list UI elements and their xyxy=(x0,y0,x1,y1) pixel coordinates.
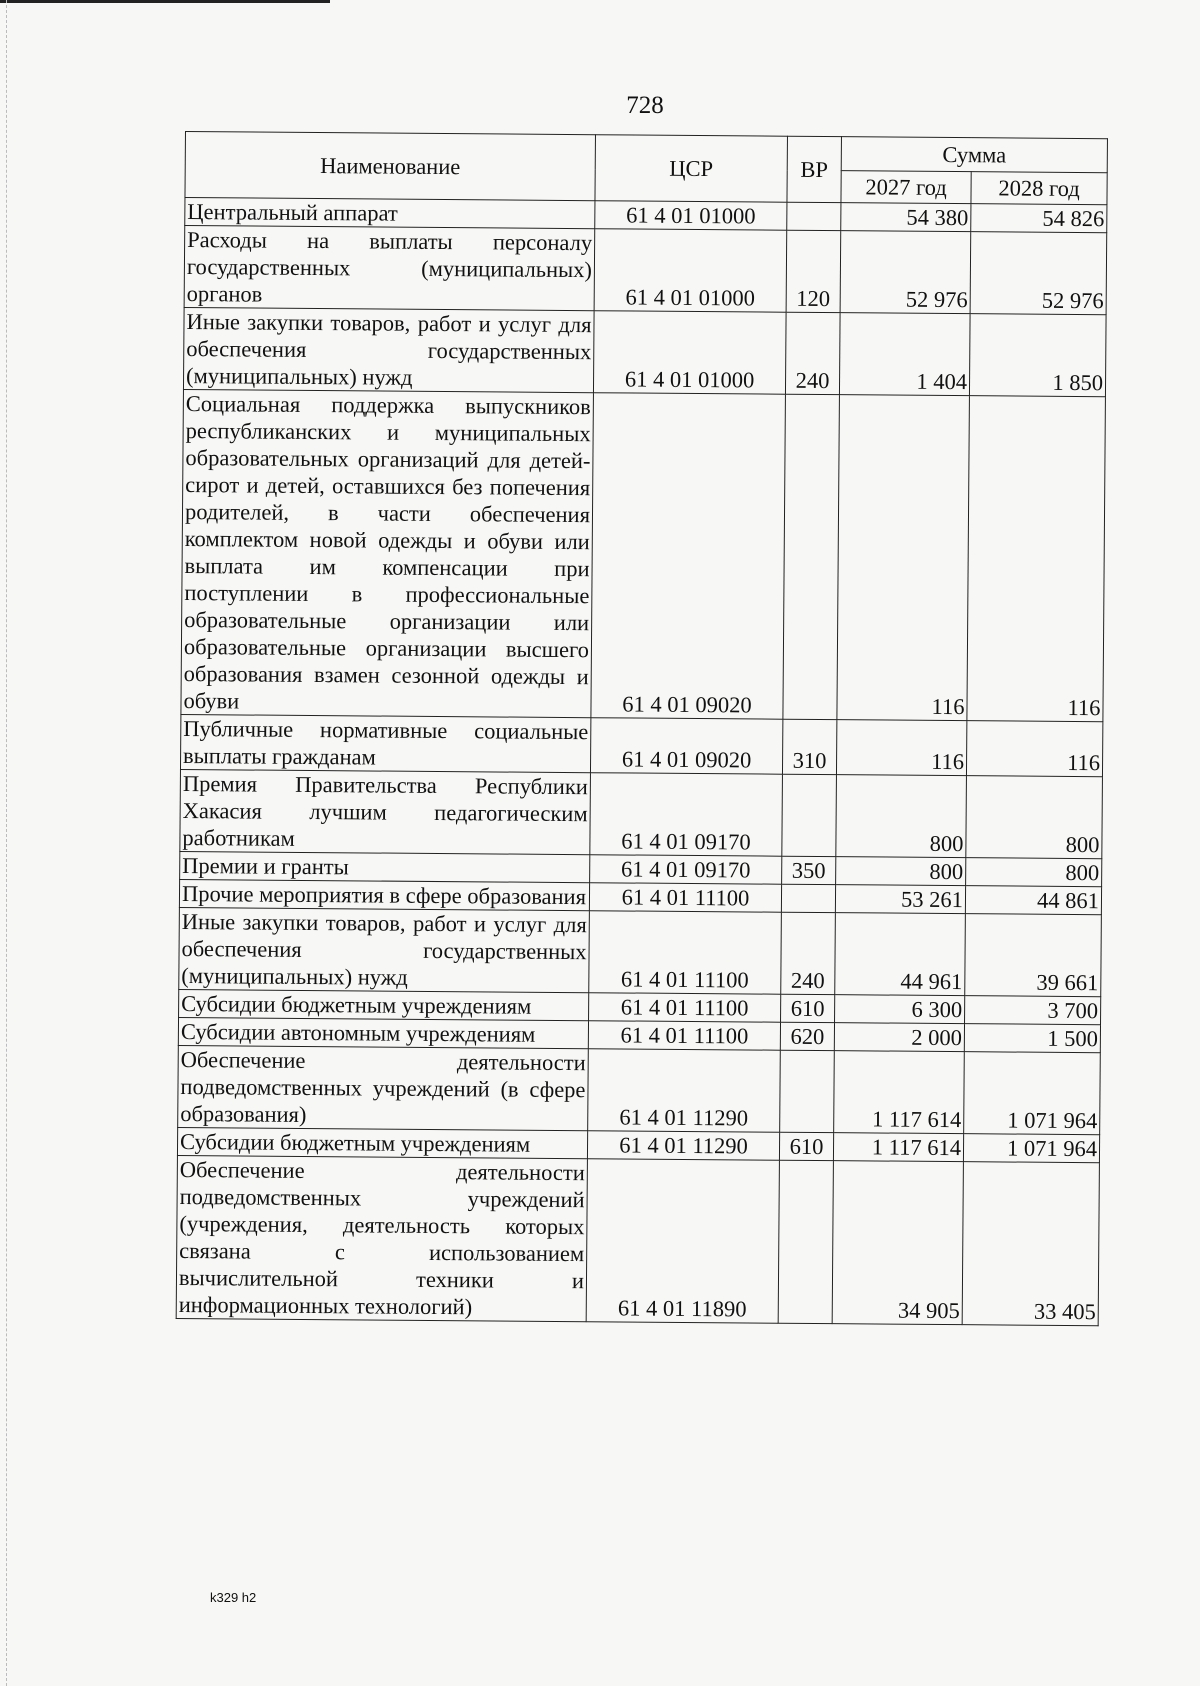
table-row xyxy=(179,907,1102,996)
row-sum-2028: 39 661 xyxy=(965,914,1102,997)
table-row xyxy=(180,714,1102,776)
row-vr xyxy=(778,1160,833,1323)
row-name: Обеспечение деятельности подведомственных учреждений (в сфере образования) xyxy=(178,1045,589,1130)
header-year-2028: 2028 год xyxy=(971,172,1107,205)
row-sum-2027: 800 xyxy=(836,775,967,858)
row-vr xyxy=(781,884,835,912)
row-sum-2028: 1 071 964 xyxy=(964,1052,1101,1135)
row-csr: 61 4 01 11100 xyxy=(589,993,781,1023)
row-sum-2027: 44 961 xyxy=(835,913,966,996)
scan-fold-line xyxy=(6,0,8,1686)
header-sum: Сумма xyxy=(841,137,1107,173)
row-csr: 61 4 01 11100 xyxy=(589,911,782,995)
row-vr: 120 xyxy=(786,230,841,312)
row-csr: 61 4 01 11100 xyxy=(588,1021,780,1051)
row-csr: 61 4 01 11890 xyxy=(586,1159,779,1324)
row-sum-2028: 116 xyxy=(967,396,1106,722)
table-row xyxy=(176,1155,1099,1325)
row-sum-2028: 1 850 xyxy=(969,314,1106,397)
page-number: 728 xyxy=(626,92,664,119)
row-vr: 310 xyxy=(782,719,836,774)
row-vr xyxy=(782,774,837,856)
row-csr: 61 4 01 09170 xyxy=(590,773,783,857)
row-sum-2027: 53 261 xyxy=(835,885,965,914)
table-row xyxy=(180,769,1103,858)
row-vr: 620 xyxy=(780,1022,834,1050)
budget-table xyxy=(176,131,1108,1326)
row-vr: 610 xyxy=(779,1132,833,1160)
row-csr: 61 4 01 01000 xyxy=(595,201,787,231)
row-vr: 350 xyxy=(782,856,836,884)
header-vr: ВР xyxy=(787,136,842,202)
row-sum-2027: 116 xyxy=(836,720,966,776)
row-name: Публичные нормативные социальные выплаты гражданам xyxy=(180,714,590,772)
row-name: Субсидии автономным учреждениям xyxy=(178,1017,588,1048)
table-header xyxy=(185,132,1107,205)
row-sum-2028: 54 826 xyxy=(971,204,1107,233)
row-sum-2027: 800 xyxy=(836,857,966,886)
row-vr xyxy=(780,1050,835,1132)
row-sum-2028: 116 xyxy=(966,721,1102,777)
header-year-2027: 2027 год xyxy=(841,171,971,204)
table-body xyxy=(176,198,1107,1326)
row-vr: 240 xyxy=(781,912,836,994)
row-name: Иные закупки товаров, работ и услуг для обеспечения государственных (муниципальных) нужд xyxy=(183,307,594,392)
row-sum-2028: 800 xyxy=(966,776,1103,859)
row-sum-2027: 116 xyxy=(837,395,970,721)
row-name: Премия Правительства Республики Хакасия лучшим педагогическим работникам xyxy=(180,769,591,854)
row-name: Субсидии бюджетным учреждениям xyxy=(179,989,589,1020)
budget-table-container xyxy=(176,131,1107,1326)
row-csr: 61 4 01 01000 xyxy=(593,311,786,395)
row-sum-2027: 2 000 xyxy=(834,1023,964,1052)
row-sum-2028: 33 405 xyxy=(962,1162,1099,1326)
row-vr xyxy=(787,202,841,230)
row-vr: 610 xyxy=(781,994,835,1022)
header-name: Наименование xyxy=(185,132,596,201)
table-row xyxy=(181,389,1106,721)
table-row xyxy=(184,226,1107,315)
row-name: Субсидии бюджетным учреждениям xyxy=(177,1127,587,1158)
row-csr: 61 4 01 09170 xyxy=(590,855,782,885)
row-csr: 61 4 01 11290 xyxy=(587,1131,779,1161)
row-csr: 61 4 01 09020 xyxy=(590,718,782,775)
row-sum-2027: 1 117 614 xyxy=(833,1133,963,1162)
footer-code: k329 h2 xyxy=(210,1590,257,1605)
row-csr: 61 4 01 11100 xyxy=(589,883,781,913)
row-sum-2028: 52 976 xyxy=(970,232,1107,315)
row-csr: 61 4 01 11290 xyxy=(588,1049,781,1133)
row-vr xyxy=(783,394,840,719)
row-sum-2027: 54 380 xyxy=(841,203,971,232)
row-sum-2027: 6 300 xyxy=(835,995,965,1024)
row-vr: 240 xyxy=(785,312,840,394)
row-name: Социальная поддержка выпускников республиканских и муниципальных образовательных организаций для детей-сирот и детей, оставшихся без попечения родителей, в части обеспечения комплектом новой одежды и обуви или выплата им компенсации при поступлении в профессиональные образовательные организации или образовательные организации высшего образования взамен сезонной одежды и обуви xyxy=(181,389,594,717)
row-name: Прочие мероприятия в сфере образования xyxy=(179,879,589,910)
row-csr: 61 4 01 09020 xyxy=(591,393,786,719)
row-name: Премии и гранты xyxy=(180,851,590,882)
row-sum-2027: 1 117 614 xyxy=(834,1051,965,1134)
row-sum-2028: 3 700 xyxy=(965,996,1101,1025)
row-sum-2028: 44 861 xyxy=(965,886,1101,915)
row-csr: 61 4 01 01000 xyxy=(594,229,787,313)
header-csr: ЦСР xyxy=(595,135,788,203)
row-name: Обеспечение деятельности подведомственных учреждений (учреждения, деятельность которых связана с использованием вычислительной техники и информационных технологий) xyxy=(176,1155,587,1321)
row-name: Иные закупки товаров, работ и услуг для обеспечения государственных (муниципальных) нужд xyxy=(179,907,590,992)
table-row xyxy=(183,307,1106,396)
scan-edge-line xyxy=(0,0,330,3)
row-sum-2028: 1 071 964 xyxy=(963,1134,1099,1163)
table-row xyxy=(178,1045,1101,1134)
row-sum-2027: 1 404 xyxy=(839,313,970,396)
row-name: Расходы на выплаты персоналу государственных (муниципальных) органов xyxy=(184,226,595,311)
row-sum-2028: 800 xyxy=(966,858,1102,887)
row-sum-2027: 34 905 xyxy=(832,1161,963,1325)
row-sum-2028: 1 500 xyxy=(964,1024,1100,1053)
row-name: Центральный аппарат xyxy=(185,198,595,229)
row-sum-2027: 52 976 xyxy=(840,231,971,314)
